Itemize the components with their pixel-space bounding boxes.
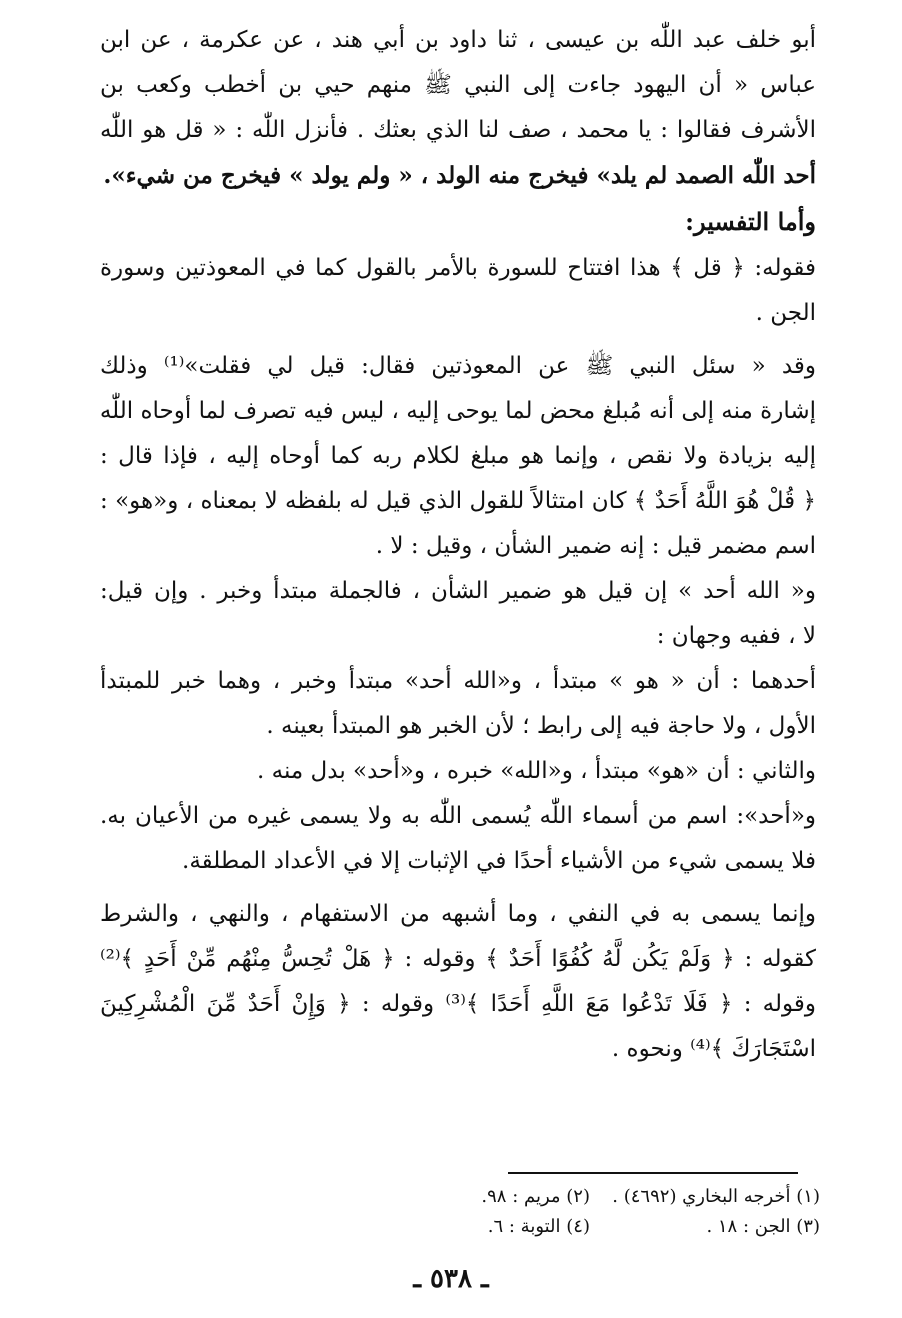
text-line: اسم مضمر قيل : إنه ضمير الشأن ، وقيل : لا . (375, 533, 816, 559)
footnote-divider (508, 1172, 798, 1174)
text-line: إشارة منه إلى أنه مُبلغ محض لما يوحى إليه ، ليس فيه تصرف لما أوحاه اللّٰه (100, 398, 816, 424)
text-line: أبو خلف عبد اللّٰه بن عيسى ، ثنا داود بن أبي هند ، عن عكرمة ، عن ابن (100, 27, 816, 53)
paragraph-gap (100, 884, 816, 892)
text-line: عباس « أن اليهود جاءت إلى النبي ﷺ منهم حيي بن أخطب وكعب بن (100, 72, 816, 98)
page-number: ـ ٥٣٨ ـ (413, 1264, 489, 1294)
text-line: اسْتَجَارَكَ ﴾⁽⁴⁾ ونحوه . (611, 1036, 816, 1062)
text-line: لا ، ففيه وجهان : (656, 623, 816, 649)
page-body (100, 18, 816, 1072)
text-line: الأول ، ولا حاجة فيه إلى رابط ؛ لأن الخبر هو المبتدأ بعينه . (266, 713, 816, 739)
text-line: وإنما يسمى به في النفي ، وما أشبهه من الاستفهام ، والنهي ، والشرط (100, 901, 816, 927)
footnote-row (300, 1212, 820, 1242)
text-line: وقوله : ﴿ فَلَا تَدْعُوا مَعَ اللَّهِ أَحَدًا ﴾⁽³⁾ وقوله : ﴿ وَإِنْ أَحَدٌ مِّنَ الْمُشْرِكِينَ (100, 991, 816, 1017)
text-line: الجن . (755, 300, 816, 326)
footnote-row (300, 1182, 820, 1212)
footnote-1: (١) أخرجه البخاري (٤٦٩٢) . (612, 1186, 820, 1207)
text-line: فلا يسمى شيء من الأشياء أحدًا في الإثبات إلا في الأعداد المطلقة. (182, 848, 816, 874)
section-heading: وأما التفسير: (685, 207, 816, 236)
text-line: كقوله : ﴿ وَلَمْ يَكُن لَّهُ كُفُوًا أَحَدٌ ﴾ وقوله : ﴿ هَلْ تُحِسُّ مِنْهُم مِّنْ أَحَدٍ ﴾⁽²⁾ (100, 946, 816, 972)
text-line: و«أحد»: اسم من أسماء اللّٰه يُسمى اللّٰه به ولا يسمى غيره من الأعيان به. (100, 803, 816, 829)
text-line: وقد « سئل النبي ﷺ عن المعوذتين فقال: قيل لي فقلت»⁽¹⁾ وذلك (100, 353, 816, 379)
text-line: ﴿ قُلْ هُوَ اللَّهُ أَحَدٌ ﴾ كان امتثالاً للقول الذي قيل له بلفظه لا بمعناه ، و«هو» : (100, 488, 816, 514)
footnotes (300, 1182, 820, 1242)
footnote-4: (٤) التوبة : ٦. (487, 1216, 590, 1237)
footnote-2: (٢) مريم : ٩٨. (481, 1186, 590, 1207)
text-line: فقوله: ﴿ قل ﴾ هذا افتتاح للسورة بالأمر بالقول كما في المعوذتين وسورة (100, 255, 816, 281)
footnote-3: (٣) الجن : ١٨ . (706, 1216, 820, 1237)
text-line: والثاني : أن «هو» مبتدأ ، و«الله» خبره ، و«أحد» بدل منه . (257, 758, 816, 784)
text-line: و« الله أحد » إن قيل هو ضمير الشأن ، فالجملة مبتدأ وخبر . وإن قيل: (100, 578, 816, 604)
paragraph-gap (100, 336, 816, 344)
text-line: أحدهما : أن « هو » مبتدأ ، و«الله أحد» مبتدأ وخبر ، وهما خبر للمبتدأ (100, 668, 816, 694)
text-line: أحد اللّٰه الصمد لم يلد» فيخرج منه الولد ، « ولم يولد » فيخرج من شيء». (103, 162, 816, 189)
text-line: الأشرف فقالوا : يا محمد ، صف لنا الذي بعثك . فأنزل اللّٰه : « قل هو اللّٰه (100, 117, 816, 143)
text-line: إليه بزيادة ولا نقص ، وإنما هو مبلغ لكلام ربه كما أوحاه إليه ، فإذا قال : (100, 443, 816, 469)
